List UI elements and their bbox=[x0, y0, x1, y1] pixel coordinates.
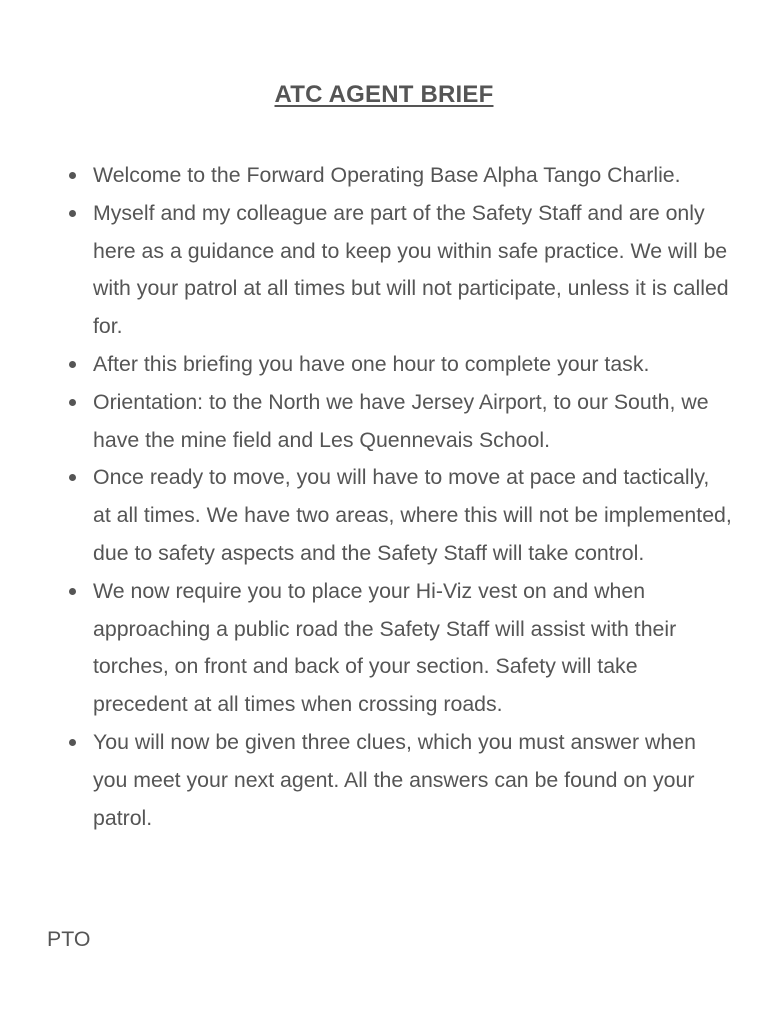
bullet-item-welcome bbox=[93, 157, 733, 195]
bullet-item-hi-viz bbox=[93, 573, 733, 724]
bullet-text: You will now be given three clues, which you must answer when you meet your next agent. All the answers can be found on your patrol. bbox=[93, 729, 696, 830]
bullet-item-movement bbox=[93, 459, 733, 572]
pto-note: PTO bbox=[47, 927, 91, 951]
bullet-icon bbox=[69, 399, 76, 406]
document-title: ATC AGENT BRIEF bbox=[274, 81, 494, 108]
bullet-icon bbox=[69, 474, 76, 481]
bullet-icon bbox=[69, 210, 76, 217]
brief-bullet-list bbox=[93, 157, 733, 837]
bullet-text: Welcome to the Forward Operating Base Alpha Tango Charlie. bbox=[93, 163, 681, 187]
bullet-item-time-limit bbox=[93, 346, 733, 384]
bullet-item-clues bbox=[93, 724, 733, 837]
bullet-text: Myself and my colleague are part of the Safety Staff and are only here as a guidance and to keep you within safe practice. We will be with your patrol at all times but will not participate, unless it is called for. bbox=[93, 200, 729, 339]
bullet-icon bbox=[69, 172, 76, 179]
bullet-icon bbox=[69, 588, 76, 595]
bullet-item-safety-staff bbox=[93, 195, 733, 346]
bullet-item-orientation bbox=[93, 384, 733, 460]
bullet-icon bbox=[69, 361, 76, 368]
bullet-text: After this briefing you have one hour to complete your task. bbox=[93, 351, 650, 376]
bullet-text: We now require you to place your Hi-Viz vest on and when approaching a public road the Safety Staff will assist with their torches, on front and back of your section. Safety will take precedent at all times when crossing roads. bbox=[93, 578, 677, 717]
bullet-text: Once ready to move, you will have to move at pace and tactically, at all times. We have two areas, where this will not be implemented, due to safety aspects and the Safety Staff will take control. bbox=[93, 465, 732, 565]
bullet-text: Orientation: to the North we have Jersey Airport, to our South, we have the mine field and Les Quennevais School. bbox=[93, 389, 709, 452]
bullet-icon bbox=[69, 739, 76, 746]
